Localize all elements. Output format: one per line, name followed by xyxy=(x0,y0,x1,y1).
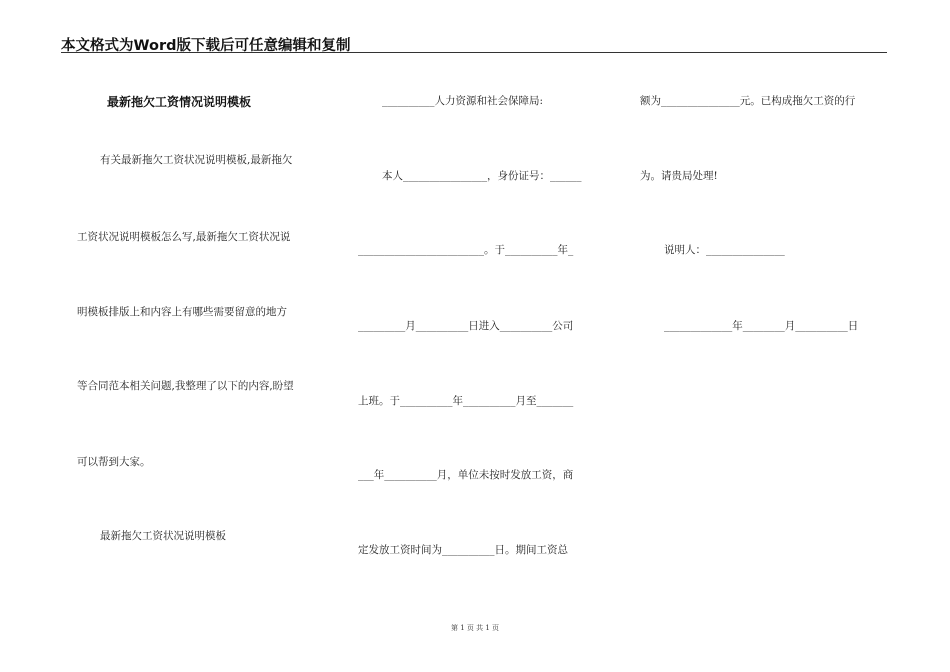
header-title: 本文格式为Word版下载后可任意编辑和复制 xyxy=(61,38,351,54)
paragraph-line: 明模板排版上和内容上有哪些需要留意的地方 xyxy=(77,306,287,318)
paragraph-line: 可以帮到大家。 xyxy=(77,456,151,468)
form-line: 定发放工资时间为__________日。期间工资总 xyxy=(358,544,568,556)
form-line: 上班。于__________年__________月至_______ xyxy=(358,395,574,407)
paragraph-line: 有关最新拖欠工资状况说明模板,最新拖欠 xyxy=(100,154,293,166)
section-heading: 最新拖欠工资状况说明模板 xyxy=(100,530,226,542)
form-line: 为。请贵局处理! xyxy=(640,170,718,182)
signature-line: 说明人：_______________ xyxy=(664,244,785,256)
form-line: 额为_______________元。已构成拖欠工资的行 xyxy=(640,95,856,107)
form-line: 本人________________，身份证号：______ xyxy=(382,170,582,182)
paragraph-line: 工资状况说明模板怎么写,最新拖欠工资状况说 xyxy=(77,231,291,243)
page-footer: 第 1 页 共 1 页 xyxy=(450,624,500,632)
form-line: _________月__________日进入__________公司 xyxy=(358,320,574,332)
form-line: ________________________。于__________年_ xyxy=(358,244,574,256)
header-rule xyxy=(61,52,887,53)
paragraph-line: 等合同范本相关问题,我整理了以下的内容,盼望 xyxy=(77,380,294,392)
date-line: _____________年________月__________日 xyxy=(664,320,859,332)
form-line: __________人力资源和社会保障局: xyxy=(382,95,544,107)
document-title: 最新拖欠工资情况说明模板 xyxy=(107,95,252,109)
page-header xyxy=(61,34,887,54)
form-line: ___年__________月，单位未按时发放工资，商 xyxy=(358,469,574,481)
